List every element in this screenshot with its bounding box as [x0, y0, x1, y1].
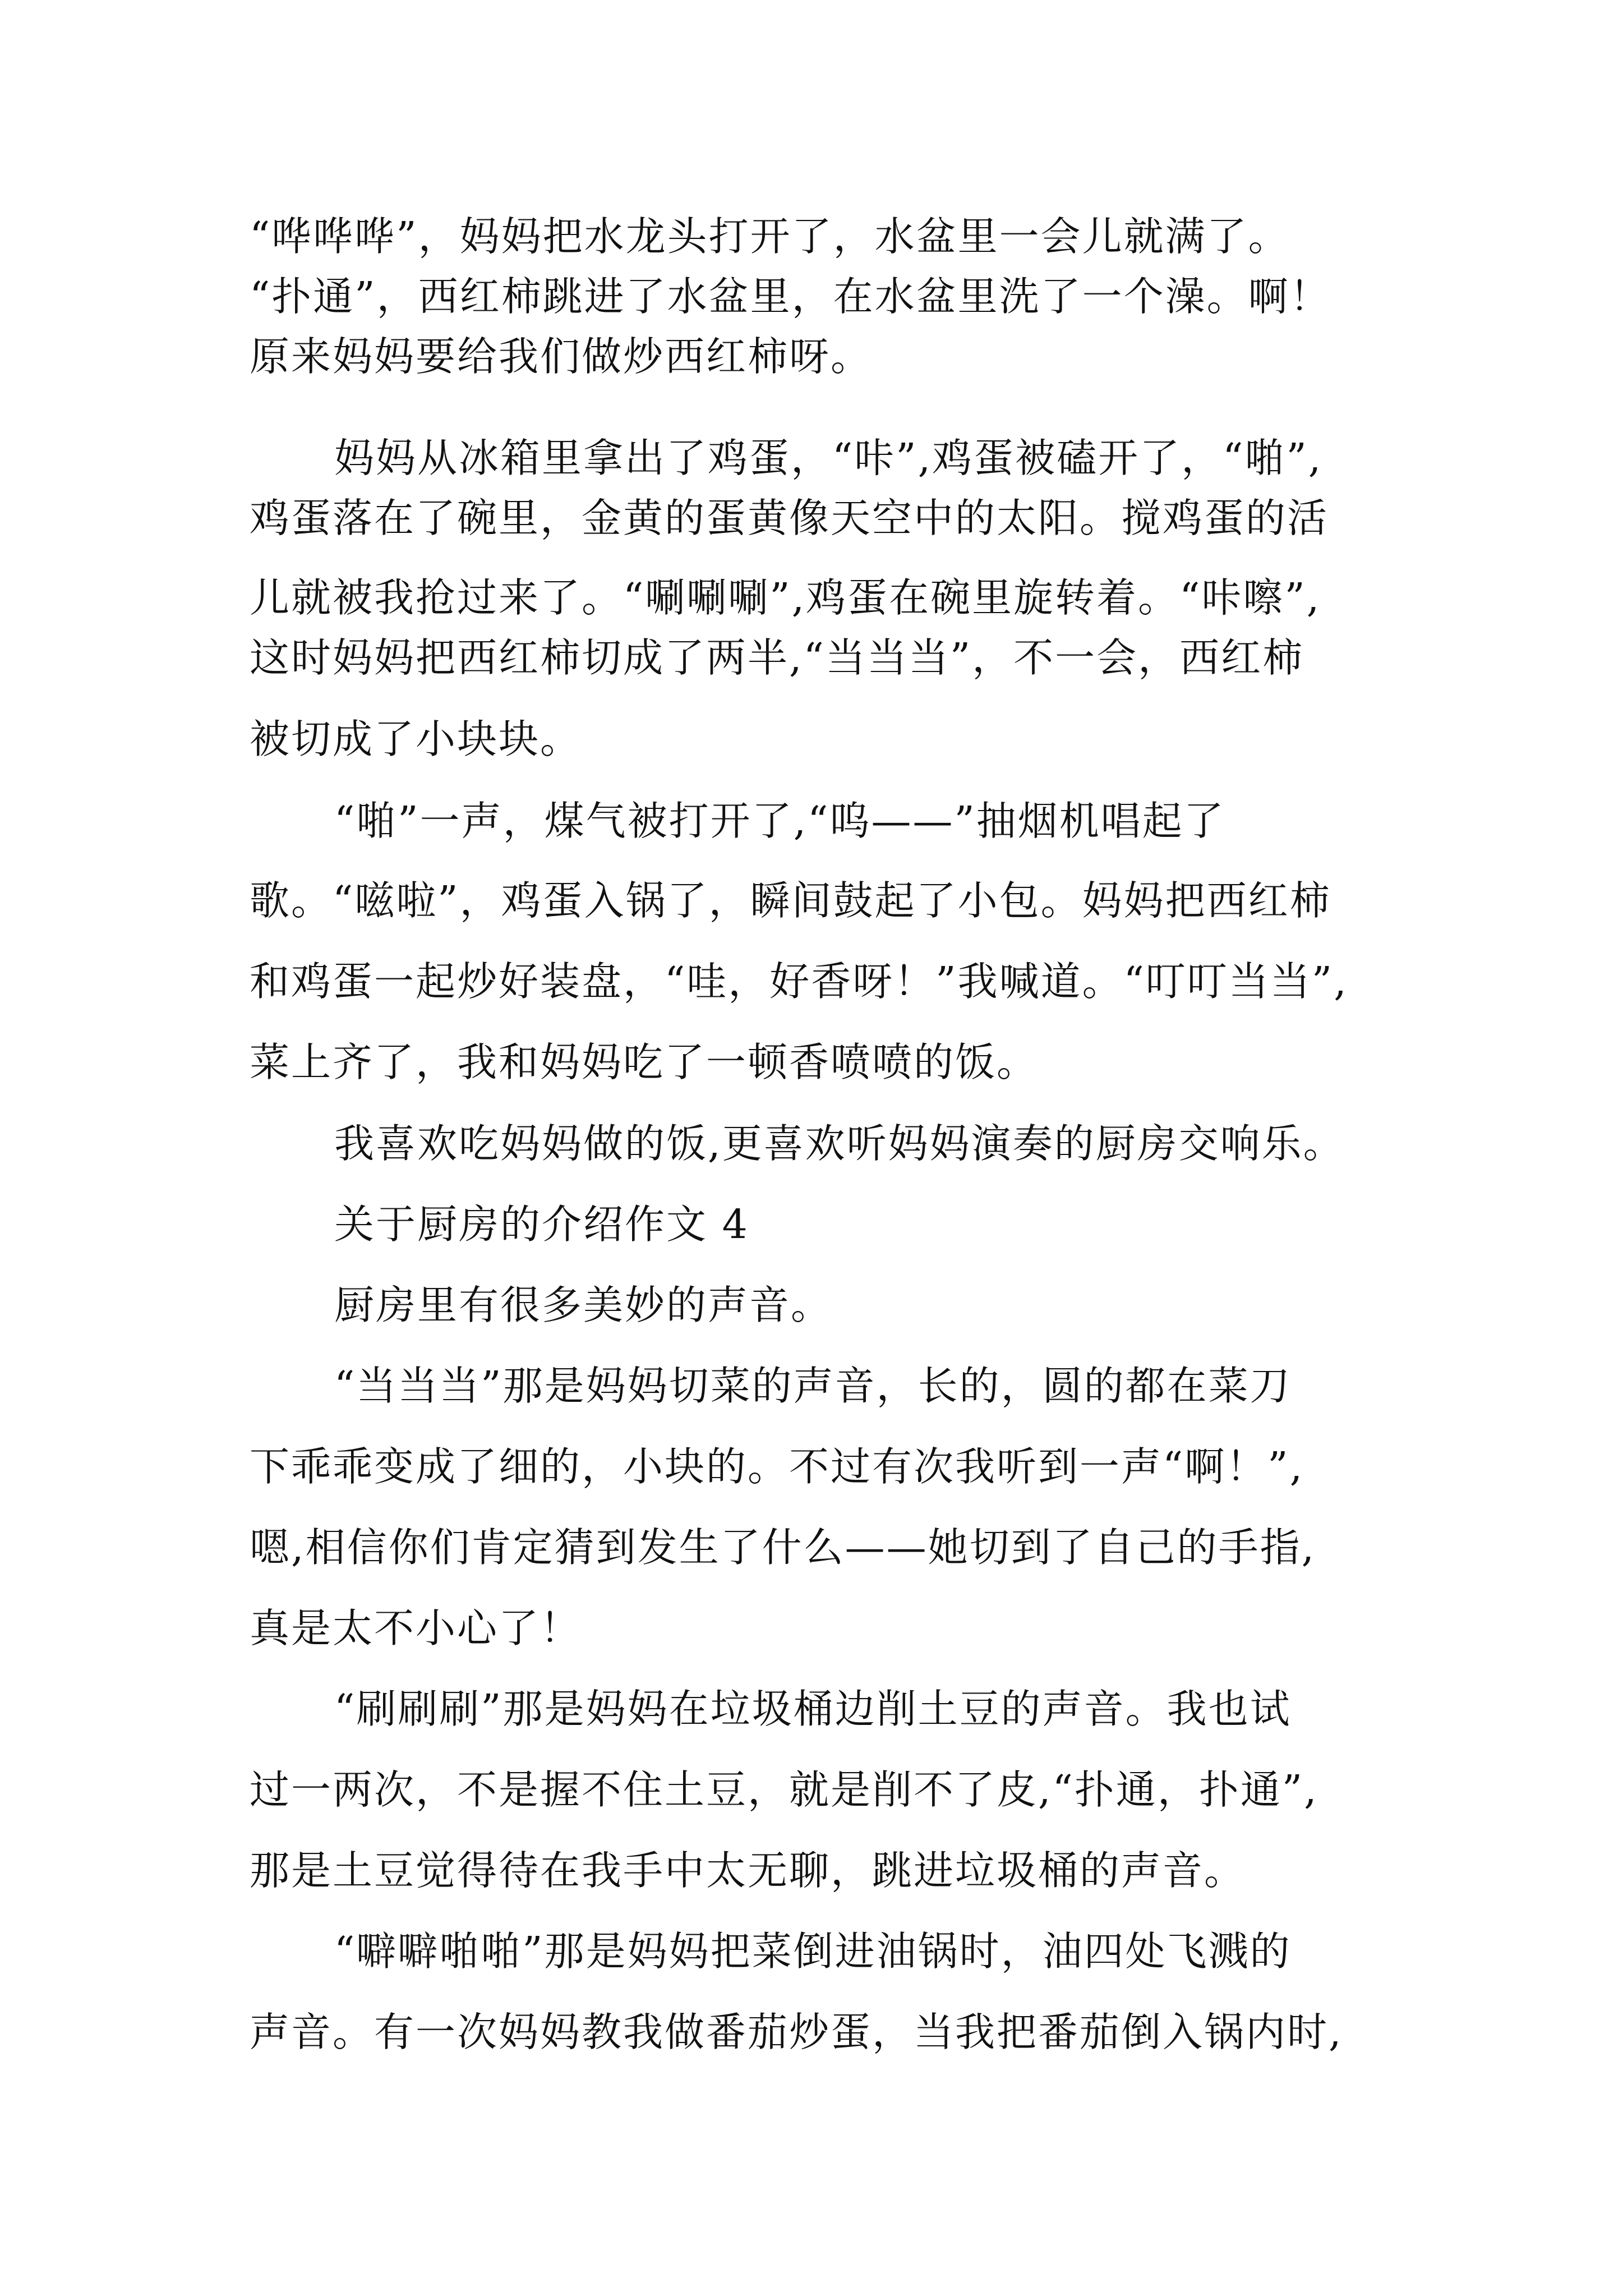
text-line: 和鸡蛋一起炒好装盘，“哇，好香呀！”我喊道。“叮叮当当”, — [250, 958, 1348, 1005]
text-line: 下乖乖变成了细的，小块的。不过有次我听到一声“啊！”, — [250, 1443, 1304, 1490]
text-line: 儿就被我抢过来了。“唰唰唰”,鸡蛋在碗里旋转着。“咔嚓”, — [250, 574, 1321, 621]
paragraph-first-line: 厨房里有很多美妙的声音。 — [334, 1282, 833, 1328]
text-line: “扑通”，西红柿跳进了水盆里，在水盆里洗了一个澡。啊！ — [250, 273, 1331, 320]
text-line: 嗯,相信你们肯定猜到发生了什么——她切到了自己的手指, — [250, 1524, 1316, 1571]
paragraph-first-line: “刷刷刷”那是妈妈在垃圾桶边削土豆的声音。我也试 — [334, 1686, 1292, 1732]
text-line: 菜上齐了，我和妈妈吃了一顿香喷喷的饭。 — [250, 1039, 1039, 1085]
paragraph-first-line: 我喜欢吃妈妈做的饭,更喜欢听妈妈演奏的厨房交响乐。 — [334, 1120, 1345, 1167]
text-line: 那是土豆觉得待在我手中太无聊，跳进垃圾桶的声音。 — [250, 1847, 1246, 1894]
paragraph-first-line: “噼噼啪啪”那是妈妈把菜倒进油锅时，油四处飞溅的 — [334, 1928, 1292, 1975]
paragraph-first-line: “啪”一声，煤气被打开了,“呜——”抽烟机唱起了 — [334, 798, 1225, 844]
paragraph-first-line: 妈妈从冰箱里拿出了鸡蛋，“咔”,鸡蛋被磕开了，“啪”, — [334, 435, 1323, 481]
text-line: 声音。有一次妈妈教我做番茄炒蛋，当我把番茄倒入锅内时, — [250, 2009, 1343, 2055]
paragraph-first-line: “当当当”那是妈妈切菜的声音，长的，圆的都在菜刀 — [334, 1363, 1292, 1409]
text-line: 真是太不小心了！ — [250, 1605, 582, 1651]
text-line: 鸡蛋落在了碗里，金黄的蛋黄像天空中的太阳。搅鸡蛋的活 — [250, 495, 1329, 541]
text-line: 被切成了小块块。 — [250, 716, 582, 762]
text-line: “哗哗哗”，妈妈把水龙头打开了，水盆里一会儿就满了。 — [250, 213, 1290, 260]
text-line: 歌。“嗞啦”，鸡蛋入锅了，瞬间鼓起了小包。妈妈把西红柿 — [250, 877, 1331, 924]
text-line: 过一两次，不是握不住土豆，就是削不了皮,“扑通，扑通”, — [250, 1766, 1318, 1813]
text-line: 原来妈妈要给我们做炒西红柿呀。 — [250, 333, 873, 380]
section-heading: 关于厨房的介绍作文 4 — [334, 1201, 749, 1248]
text-line: 这时妈妈把西红柿切成了两半,“当当当”，不一会，西红柿 — [250, 634, 1304, 681]
